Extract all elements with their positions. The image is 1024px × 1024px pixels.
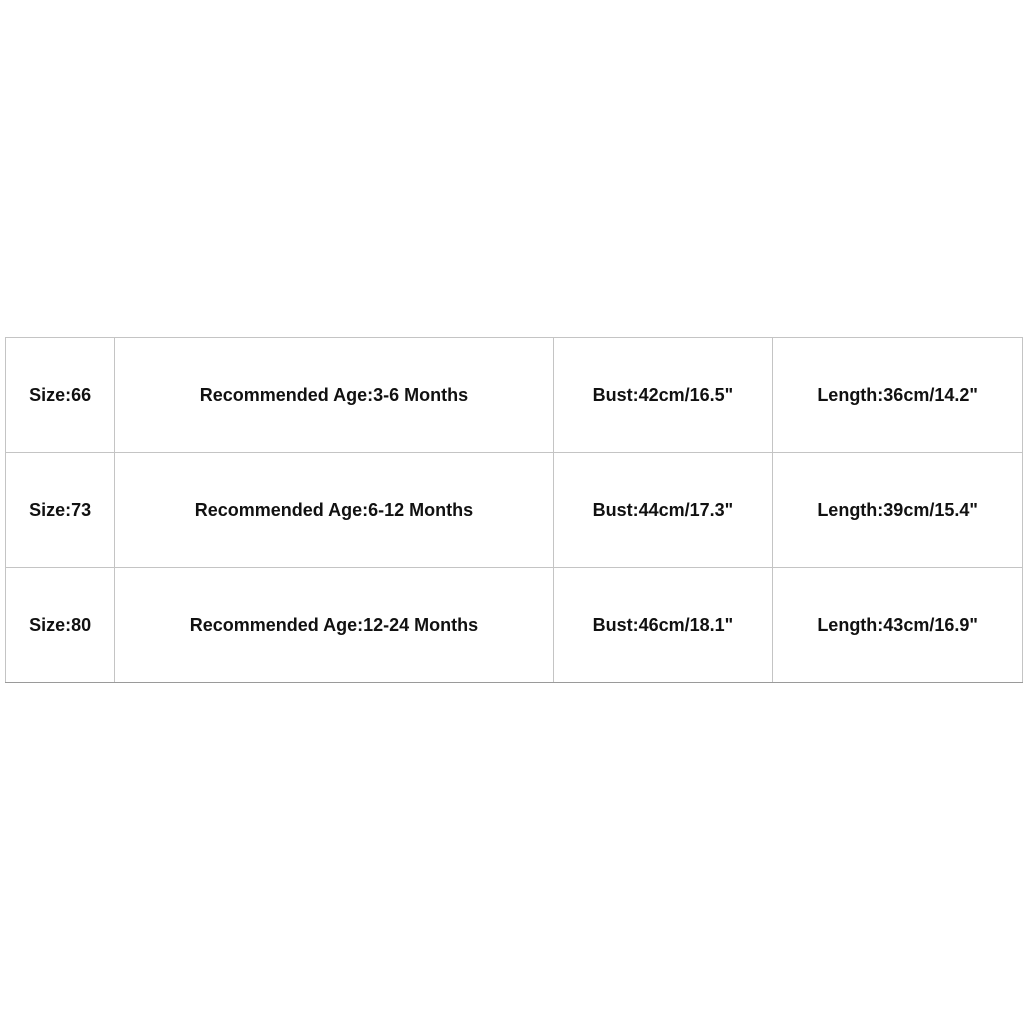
recommended-age-cell: Recommended Age:3-6 Months bbox=[115, 338, 553, 453]
size-cell: Size:80 bbox=[6, 568, 115, 683]
bust-cell: Bust:46cm/18.1" bbox=[553, 568, 773, 683]
size-cell: Size:73 bbox=[6, 453, 115, 568]
table-row bbox=[6, 338, 1023, 453]
length-cell: Length:39cm/15.4" bbox=[773, 453, 1023, 568]
size-cell: Size:66 bbox=[6, 338, 115, 453]
recommended-age-cell: Recommended Age:12-24 Months bbox=[115, 568, 553, 683]
length-cell: Length:36cm/14.2" bbox=[773, 338, 1023, 453]
bust-cell: Bust:44cm/17.3" bbox=[553, 453, 773, 568]
table-row bbox=[6, 453, 1023, 568]
length-cell: Length:43cm/16.9" bbox=[773, 568, 1023, 683]
recommended-age-cell: Recommended Age:6-12 Months bbox=[115, 453, 553, 568]
table-row bbox=[6, 568, 1023, 683]
bust-cell: Bust:42cm/16.5" bbox=[553, 338, 773, 453]
size-chart-table bbox=[5, 337, 1023, 683]
